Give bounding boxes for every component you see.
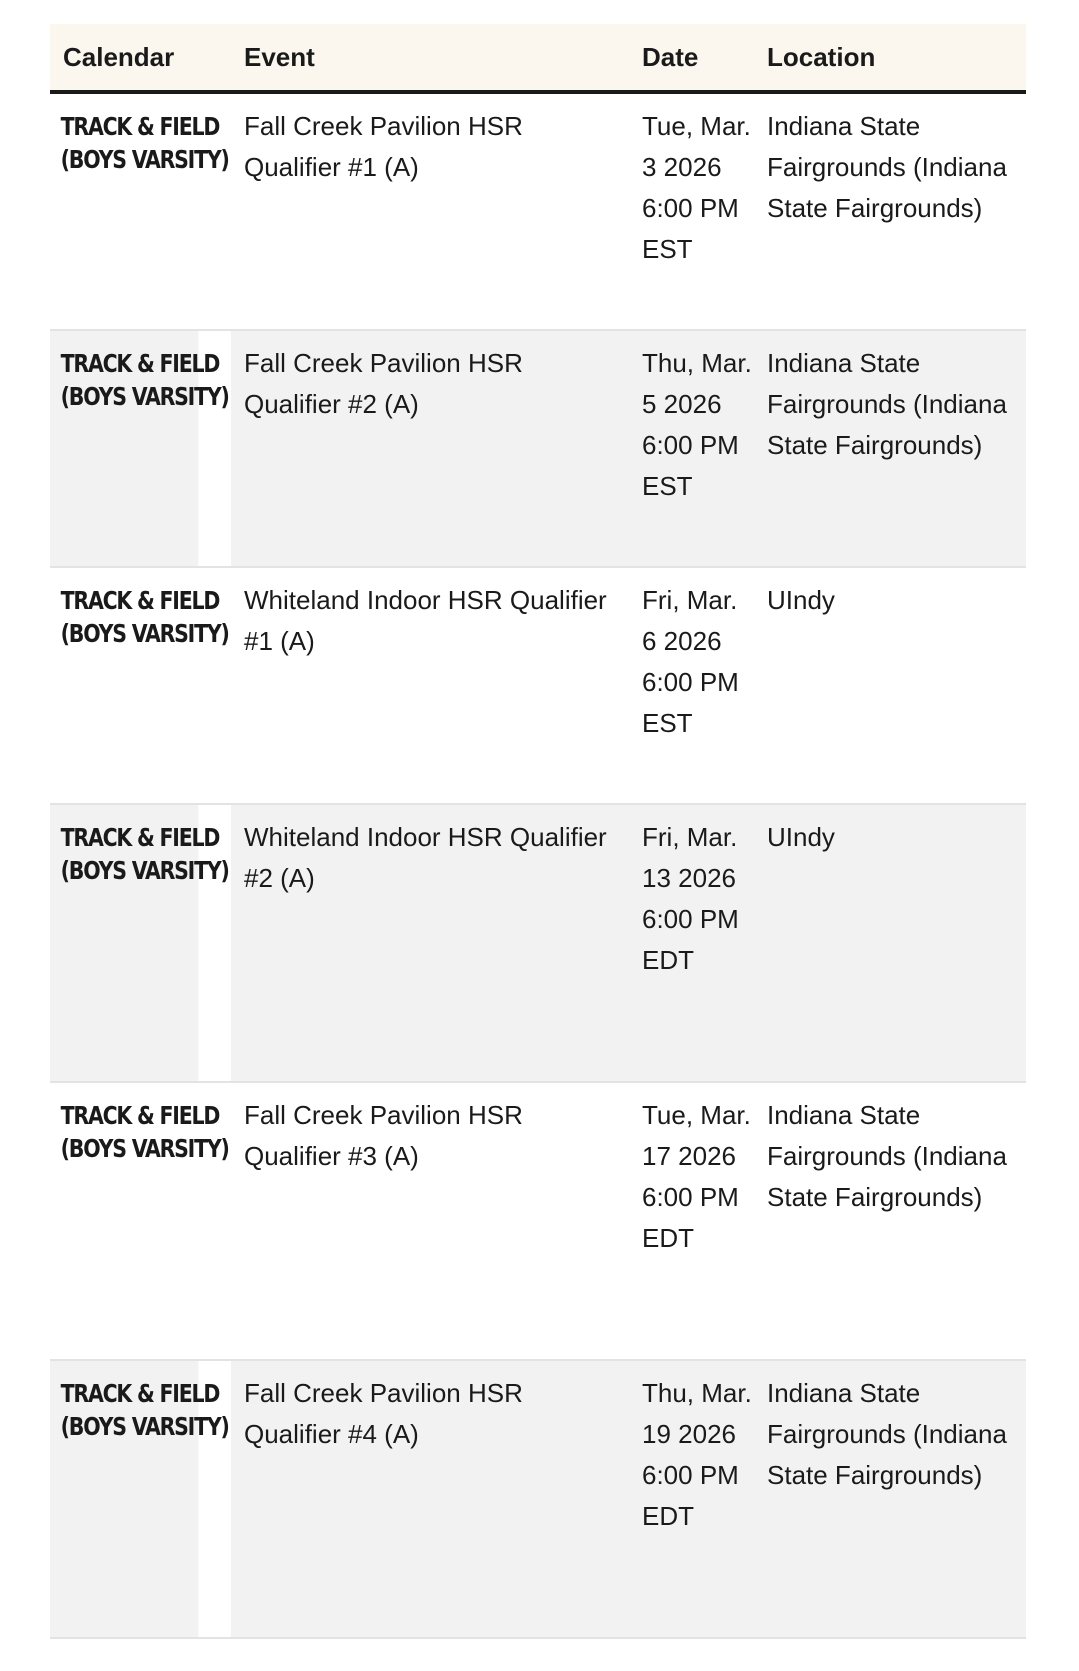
date-cell: Tue, Mar. 17 2026 6:00 PM EDT [629,1082,754,1360]
header-date[interactable]: Date [629,24,754,92]
calendar-name: TRACK & FIELD (BOYS VARSITY) [60,349,229,411]
date-cell: Thu, Mar. 19 2026 6:00 PM EDT [629,1360,754,1638]
header-location[interactable]: Location [754,24,1026,92]
date-cell: Thu, Mar. 5 2026 6:00 PM EST [629,330,754,567]
calendar-name: TRACK & FIELD (BOYS VARSITY) [60,1101,229,1163]
date-cell: Tue, Mar. 3 2026 6:00 PM EST [629,92,754,330]
location-cell: Indiana State Fairgrounds (Indiana State Fairgrounds) [754,1082,1026,1360]
table-row[interactable] [50,92,1026,330]
location-cell: Indiana State Fairgrounds (Indiana State Fairgrounds) [754,330,1026,567]
header-calendar[interactable]: Calendar [50,24,231,92]
calendar-cell [50,1360,229,1638]
table-row[interactable] [50,1082,1026,1360]
table-header [50,24,1026,92]
event-cell[interactable]: Fall Creek Pavilion HSR Qualifier #4 (A) [231,1360,629,1638]
date-cell: Fri, Mar. 13 2026 6:00 PM EDT [629,804,754,1082]
table-row[interactable] [50,330,1026,567]
location-cell: Indiana State Fairgrounds (Indiana State Fairgrounds) [754,1360,1026,1638]
calendar-cell [50,330,229,567]
calendar-cell [50,567,229,804]
table-row[interactable] [50,1360,1026,1638]
event-cell[interactable]: Fall Creek Pavilion HSR Qualifier #2 (A) [231,330,629,567]
calendar-name: TRACK & FIELD (BOYS VARSITY) [60,1379,229,1441]
events-table [50,24,1026,1639]
table-body [50,92,1026,1638]
events-table-container [50,24,1026,1639]
table-row[interactable] [50,804,1026,1082]
calendar-name: TRACK & FIELD (BOYS VARSITY) [60,823,229,885]
calendar-cell [50,92,229,330]
event-cell[interactable]: Whiteland Indoor HSR Qualifier #2 (A) [231,804,629,1082]
event-cell[interactable]: Whiteland Indoor HSR Qualifier #1 (A) [231,567,629,804]
calendar-name: TRACK & FIELD (BOYS VARSITY) [60,586,229,648]
calendar-cell [50,804,229,1082]
header-row [50,24,1026,92]
location-cell: UIndy [754,567,1026,804]
date-cell: Fri, Mar. 6 2026 6:00 PM EST [629,567,754,804]
calendar-cell [50,1082,229,1360]
event-cell[interactable]: Fall Creek Pavilion HSR Qualifier #3 (A) [231,1082,629,1360]
event-cell[interactable]: Fall Creek Pavilion HSR Qualifier #1 (A) [231,92,629,330]
location-cell: Indiana State Fairgrounds (Indiana State Fairgrounds) [754,92,1026,330]
location-cell: UIndy [754,804,1026,1082]
table-row[interactable] [50,567,1026,804]
calendar-name: TRACK & FIELD (BOYS VARSITY) [60,112,229,174]
header-event[interactable]: Event [231,24,629,92]
